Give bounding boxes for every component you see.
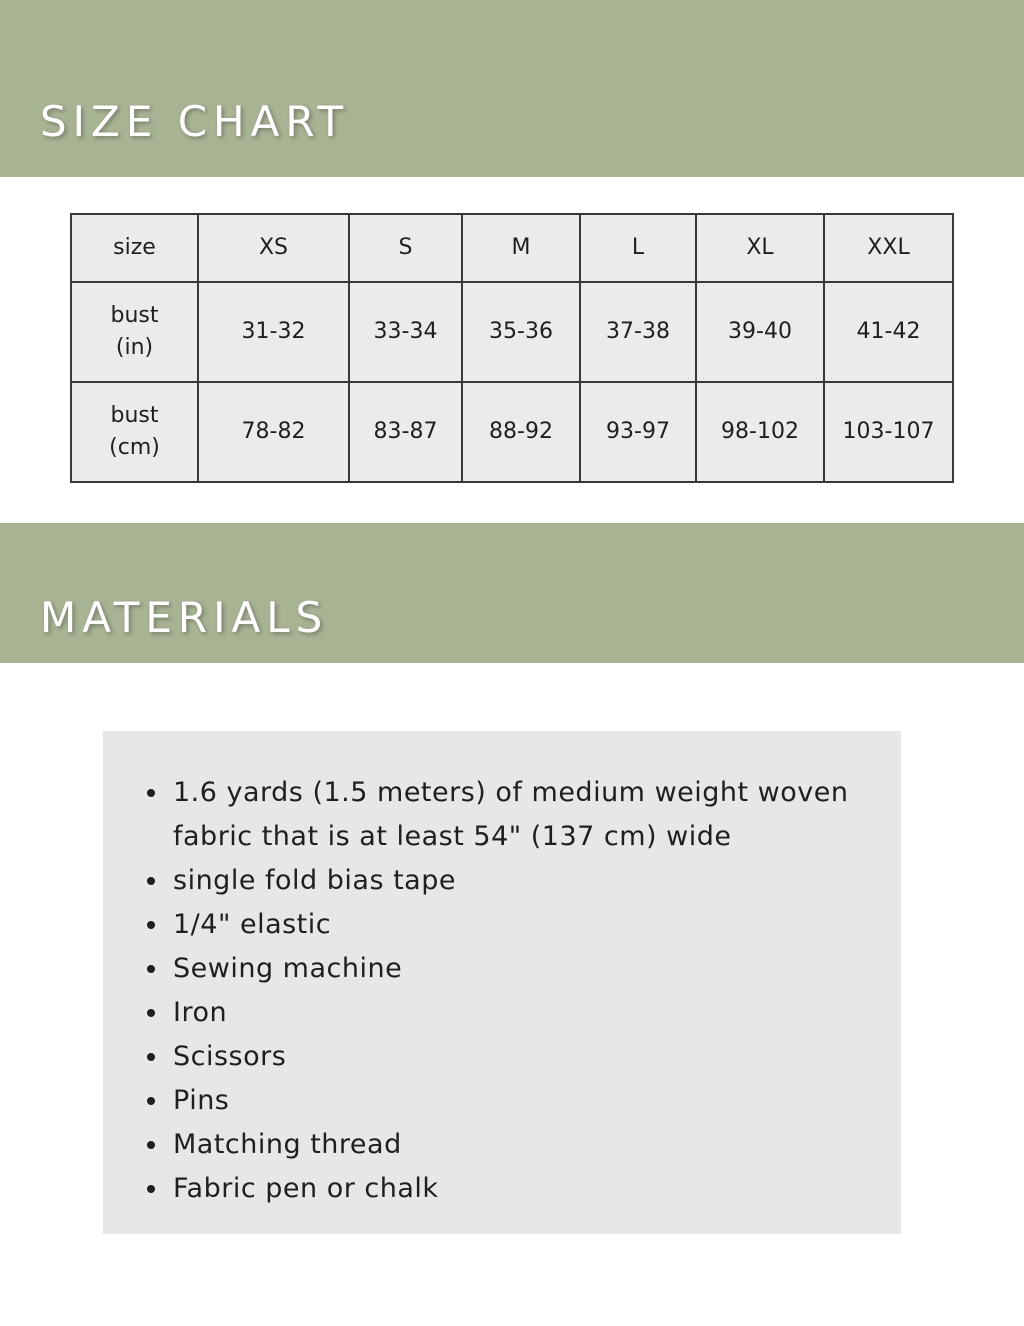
bullet-icon: [147, 789, 155, 797]
list-item: [173, 771, 883, 859]
table-cell: 37-38: [580, 282, 696, 382]
table-cell: 93-97: [580, 382, 696, 482]
bullet-icon: [147, 965, 155, 973]
list-item: [173, 1079, 883, 1123]
header-cell-size: size: [71, 214, 198, 282]
bullet-icon: [147, 1009, 155, 1017]
bullet-icon: [147, 877, 155, 885]
list-item-text: Sewing machine: [173, 953, 403, 984]
materials-panel: [103, 731, 901, 1234]
list-item: [173, 903, 883, 947]
materials-banner: [0, 523, 1024, 663]
table-cell: 39-40: [696, 282, 824, 382]
list-item-text: Matching thread: [173, 1129, 402, 1160]
header-cell-s: S: [349, 214, 462, 282]
materials-list: [173, 771, 883, 1211]
list-item-text: Fabric pen or chalk: [173, 1173, 439, 1204]
table-cell: 41-42: [824, 282, 953, 382]
table-cell: 35-36: [462, 282, 580, 382]
table-cell: 78-82: [198, 382, 349, 482]
list-item: [173, 947, 883, 991]
list-item-text: single fold bias tape: [173, 865, 456, 896]
table-cell: 98-102: [696, 382, 824, 482]
header-cell-l: L: [580, 214, 696, 282]
size-chart-title: SIZE CHART: [40, 97, 350, 146]
header-cell-xxl: XXL: [824, 214, 953, 282]
row-label-bust-in: bust (in): [71, 282, 198, 382]
header-cell-m: M: [462, 214, 580, 282]
table-cell: 33-34: [349, 282, 462, 382]
materials-title: MATERIALS: [40, 593, 329, 642]
list-item: [173, 1167, 883, 1211]
bullet-icon: [147, 1141, 155, 1149]
list-item-text: Scissors: [173, 1041, 287, 1072]
list-item-text: 1.6 yards (1.5 meters) of medium weight woven fabric that is at least 54" (137 cm) wide: [173, 777, 849, 852]
list-item: [173, 859, 883, 903]
table-cell: 83-87: [349, 382, 462, 482]
size-chart-table: [70, 213, 954, 483]
bullet-icon: [147, 1097, 155, 1105]
list-item: [173, 1123, 883, 1167]
list-item: [173, 991, 883, 1035]
header-cell-xs: XS: [198, 214, 349, 282]
list-item: [173, 1035, 883, 1079]
row-label-bust-cm: bust (cm): [71, 382, 198, 482]
list-item-text: 1/4" elastic: [173, 909, 332, 940]
header-cell-xl: XL: [696, 214, 824, 282]
list-item-text: Iron: [173, 997, 228, 1028]
table-row-bust-cm: [71, 382, 953, 482]
table-cell: 103-107: [824, 382, 953, 482]
table-cell: 88-92: [462, 382, 580, 482]
table-row-bust-in: [71, 282, 953, 382]
size-chart-banner: [0, 0, 1024, 177]
table-header-row: [71, 214, 953, 282]
bullet-icon: [147, 1185, 155, 1193]
list-item-text: Pins: [173, 1085, 230, 1116]
bullet-icon: [147, 1053, 155, 1061]
table-cell: 31-32: [198, 282, 349, 382]
bullet-icon: [147, 921, 155, 929]
